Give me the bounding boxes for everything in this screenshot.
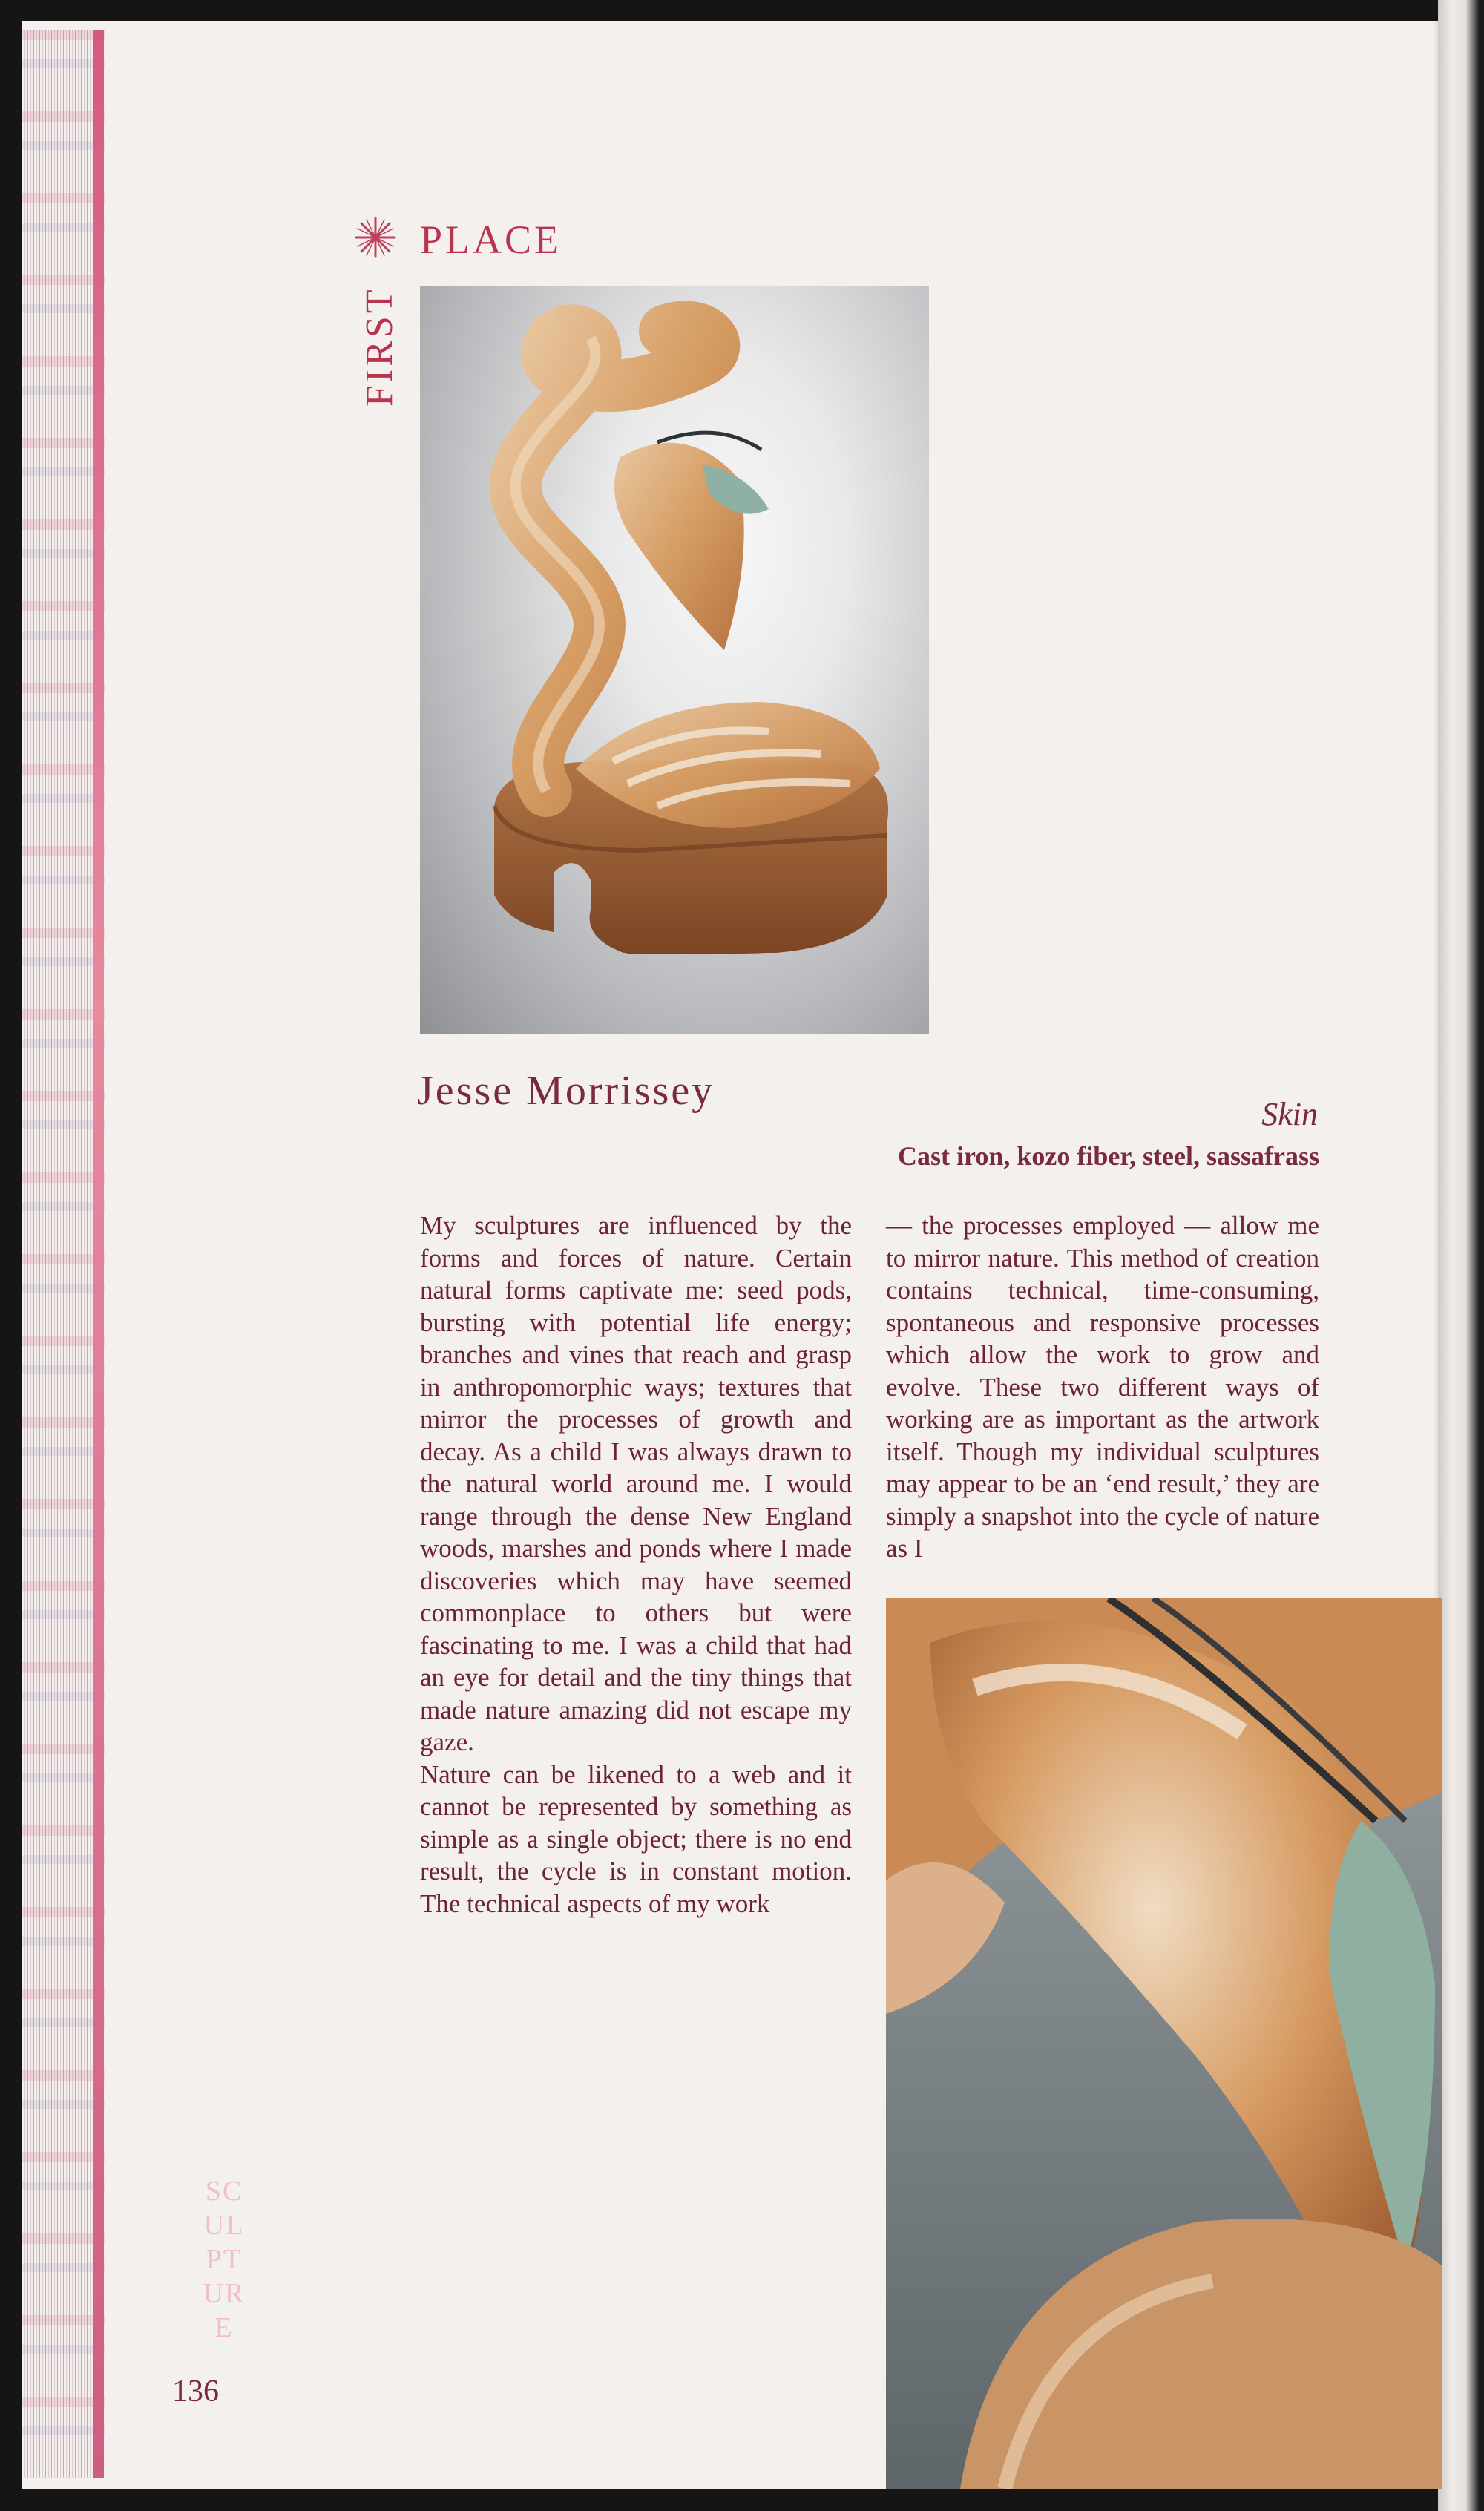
artwork-detail-photo <box>886 1598 1442 2489</box>
artwork-photo <box>420 286 929 1034</box>
star-icon <box>355 217 396 258</box>
artist-statement-left-column <box>420 1209 852 1920</box>
artist-name: Jesse Morrissey <box>417 1068 715 1114</box>
artist-statement-right-column <box>886 1209 1319 1565</box>
statement-paragraph: My sculptures are influenced by the forms and forces of nature. Certain natural forms captivate me: seed pods, bursting with potential life energy; branches and vines that reach and grasp in anthropomorphic ways; textures that mirror the processes of growth and decay. As a child I was always drawn to the natural world around me. I would range through the dense New England woods, marshes and ponds where I made discoveries which may have seemed commonplace to others but were fascinating to me. I was a child that had an eye for detail and the tiny things that made nature amazing did not escape my gaze. <box>420 1211 852 1756</box>
page-edge-color-bar <box>93 30 104 2478</box>
award-place-heading: PLACE <box>420 217 562 262</box>
artwork-materials: Cast iron, kozo fiber, steel, sassafrass <box>898 1141 1319 1171</box>
award-rank-heading: FIRST <box>358 286 401 407</box>
statement-paragraph: Nature can be likened to a web and it cannot be represented by something as simple as a single object; there is no end result, the cycle is in constant motion. The technical aspects of my work <box>420 1759 852 1918</box>
facing-page-strip <box>1438 0 1484 2511</box>
artwork-title: Skin <box>1261 1096 1318 1132</box>
statement-paragraph: — the processes employed — allow me to mirror nature. This method of creation contains technical, time-consuming, spontaneous and responsive processes which allow the work to grow and evolve. These two different ways of working are as important as the artwork itself. Though my individual sculptures may appear to be an ‘end result,’ they are simply a snapshot into the cycle of nature as I <box>886 1211 1319 1563</box>
page-number: 136 <box>172 2374 219 2409</box>
section-label: SC UL PT UR E <box>203 2176 246 2343</box>
